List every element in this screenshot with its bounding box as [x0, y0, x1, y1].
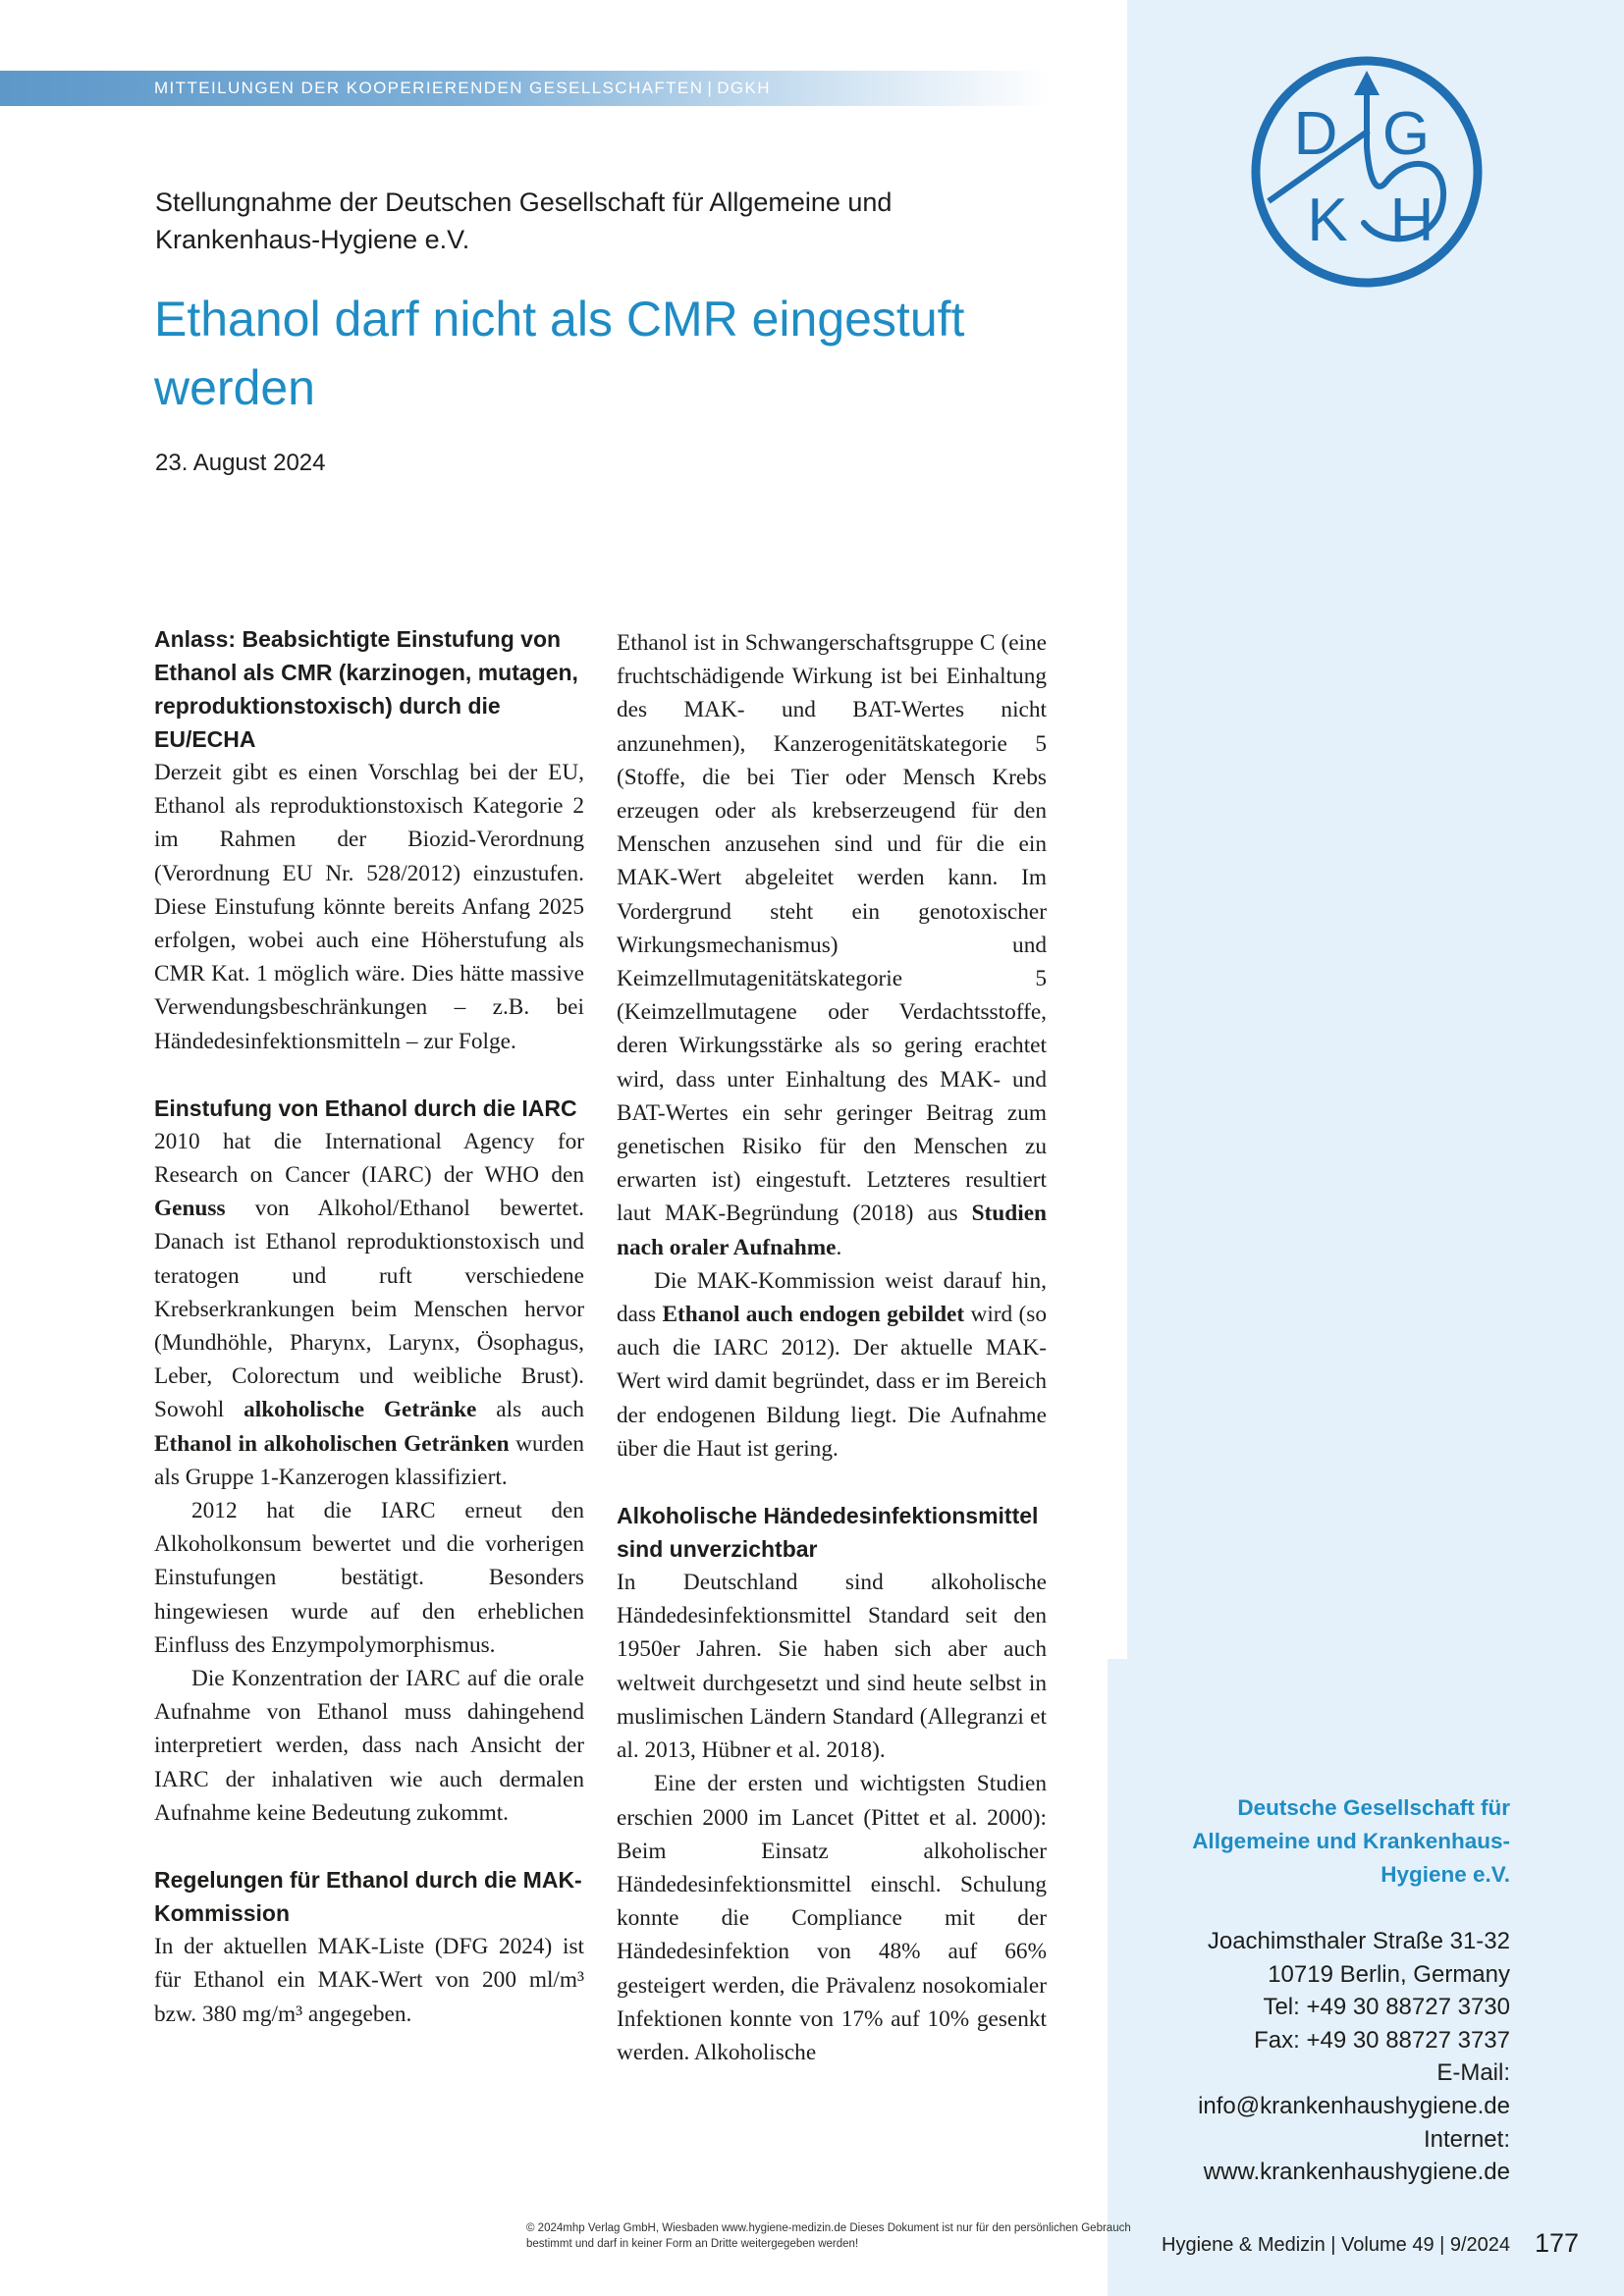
text-run: 2010 hat die International Agency for Research on Cancer (IARC) der WHO den	[154, 1128, 584, 1189]
article-title: Ethanol darf nicht als CMR eingestuft werden	[154, 292, 965, 415]
paragraph-endogen	[617, 1264, 1047, 1466]
heading-haendedesinfektion: Alkoholische Händedesinfektionsmittel sind unverzichtbar	[617, 1503, 1039, 1563]
article-pre-title: Stellungnahme der Deutschen Gesellschaft für Allgemeine und Krankenhaus-Hygiene e.V.	[155, 187, 893, 254]
emphasis-endogen: Ethanol auch endogen gebildet	[662, 1302, 965, 1328]
contact-organization: Deutsche Gesellschaft für Allgemeine und Krankenhaus-Hygiene e.V.	[1192, 1795, 1510, 1887]
page-number: 177	[1535, 2228, 1580, 2258]
logo-letter-k: K	[1307, 187, 1348, 254]
paragraph-lancet-studie: Eine der ersten und wichtigsten Studien erschien 2000 im Lancet (Pittet et al. 2000): Beim Einsatz alkoholischer Händedesinfektionsmittel einschl. Schulung konnte die Compliance mit der Händedesinfektion von 48% auf 66% gesteigert werden, die Prävalenz nosokomialer Infektionen konnte von 17% auf 10% gesenkt werden. Alkoholische	[617, 1771, 1047, 2065]
paragraph-vorschlag: Derzeit gibt es einen Vorschlag bei der EU, Ethanol als reproduktionstoxisch Kategorie 2 im Rahmen der Biozid-Verordnung (Verordnung EU Nr. 528/2012) einzustufen. Diese Einstufung könnte bereits Anfang 2025 erfolgen, wobei auch eine Höherstufung als CMR Kat. 1 möglich wäre. Dies hätte massive Verwendungsbeschränkungen – z.B. bei Händedesinfektionsmitteln – zur Folge.	[154, 760, 584, 1054]
contact-email[interactable]: info@krankenhaushygiene.de	[1198, 2092, 1510, 2119]
paragraph-schwangerschaftsgruppe	[617, 626, 1047, 1264]
text-run: Die MAK-Kommission weist darauf hin, dass	[617, 1267, 1047, 1328]
text-run: von Alkohol/Ethanol bewertet. Danach ist Ethanol reproduktionstoxisch und teratogen und ruft verschiedene Krebserkrankungen beim Menschen hervor (Mundhöhle, Pharynx, Larynx, Ösophagus, Leber, Colorectum und weibliche Brust). Sowohl	[154, 1196, 584, 1423]
society-abbreviation: DGKH	[717, 79, 771, 97]
section-header-text	[154, 71, 771, 106]
contact-street: Joachimsthaler Straße 31-32	[1207, 1928, 1510, 1954]
contact-web-label: Internet:	[1423, 2125, 1510, 2153]
paragraph-iarc-orale-aufnahme: Die Konzentration der IARC auf die orale Aufnahme von Ethanol muss dahingehend interpretiert werden, dass nach Ansicht der IARC der inhalativen wie auch dermalen Aufnahme keine Bedeutung zukommt.	[154, 1666, 584, 1826]
text-run: Ethanol ist in Schwangerschaftsgruppe C (eine fruchtschädigende Wirkung ist bei Einhaltung des MAK- und BAT-Wertes nicht anzunehmen), Kanzerogenitätskategorie 5 (Stoffe, die bei Tier oder Mensch Krebs erzeugen oder als krebserzeugend für den Menschen anzusehen sind und für die ein MAK-Wert abgeleitet werden kann. Im Vordergrund steht ein genotoxischer Wirkungsmechanismus) und Keimzellmutagenitätskategorie 5 (Keimzellmutagene oder Verdachtsstoffe, deren Wirkungsstärke als so gering erachtet wird, dass unter Einhaltung des MAK- und BAT-Wertes ein sehr geringer Beitrag zum genetischen Risiko für den Menschen zu erwarten ist) eingestuft. Letzteres resultiert laut MAK-Begründung (2018) aus	[617, 630, 1047, 1227]
text-run: wurden als Gruppe 1-Kanzerogen klassifiziert.	[154, 1430, 584, 1490]
emphasis-ethanol-getraenke: Ethanol in alkoholischen Getränken	[154, 1430, 510, 1457]
paragraph-iarc-2012: 2012 hat die IARC erneut den Alkoholkonsum bewertet und die vorherigen Einstufungen bestätigt. Besonders hingewiesen wurde auf den erheblichen Einfluss des Enzympolymorphismus.	[154, 1498, 584, 1658]
footer-journal-info: Hygiene & Medizin | Volume 49 | 9/2024	[1162, 2234, 1511, 2256]
spacer	[154, 1830, 584, 1863]
logo-letter-d: D	[1293, 100, 1338, 168]
heading-iarc: Einstufung von Ethanol durch die IARC	[154, 1095, 577, 1121]
contact-fax: Fax: +49 30 88727 3737	[1254, 2026, 1510, 2054]
heading-mak-kommission: Regelungen für Ethanol durch die MAK-Kommission	[154, 1867, 582, 1927]
section-name: MITTEILUNGEN DER KOOPERIERENDEN GESELLSCHAFTEN	[154, 79, 704, 97]
emphasis-getraenke: alkoholische Getränke	[244, 1397, 477, 1423]
contact-block	[1119, 1791, 1510, 2189]
text-column-left	[154, 622, 584, 2031]
contact-phone: Tel: +49 30 88727 3730	[1263, 1994, 1510, 2021]
contact-website[interactable]: www.krankenhaushygiene.de	[1203, 2159, 1510, 2186]
logo-letter-h: H	[1389, 187, 1435, 254]
dgkh-logo	[1249, 54, 1485, 290]
logo-arrowhead	[1354, 71, 1380, 95]
header-separator: |	[707, 79, 714, 97]
contact-email-label: E-Mail:	[1436, 2059, 1510, 2087]
spacer	[617, 1466, 1047, 1499]
emphasis-orale-aufnahme: Studien nach oraler Aufnahme	[617, 1201, 1047, 1260]
paragraph-mak-liste: In der aktuellen MAK-Liste (DFG 2024) ist für Ethanol ein MAK-Wert von 200 ml/m³ bzw. 380 mg/m³ angegeben.	[154, 1934, 584, 2027]
paragraph-deutschland-standard: In Deutschland sind alkoholische Händedesinfektionsmittel Standard seit den 1950er Jahren. Sie haben sich aber auch weltweit durchgesetzt und sind heute selbst in muslimischen Ländern Standard (Allegranzi et al. 2013, Hübner et al. 2018).	[617, 1570, 1047, 1764]
section-header-bar	[0, 71, 1051, 106]
heading-anlass: Anlass: Beabsichtigte Einstufung von Ethanol als CMR (karzinogen, mutagen, reproduktionstoxisch) durch die EU/ECHA	[154, 626, 578, 752]
text-run: als auch	[476, 1397, 584, 1423]
paragraph-iarc-2010	[154, 1125, 584, 1494]
spacer	[154, 1058, 584, 1092]
text-run: wird (so auch die IARC 2012). Der aktuelle MAK-Wert wird damit begründet, dass er im Bereich der endogenen Bildung liegt. Die Aufnahme über die Haut ist gering.	[617, 1302, 1048, 1462]
text-column-right	[617, 626, 1047, 2069]
text-run: .	[836, 1234, 842, 1260]
emphasis-genuss: Genuss	[154, 1196, 226, 1222]
footer-copyright: © 2024mhp Verlag GmbH, Wiesbaden www.hygiene-medizin.de Dieses Dokument ist nur für den persönlichen Gebrauch bestimmt und darf in keiner Form an Dritte weitergegeben werden!	[526, 2222, 1131, 2250]
logo-letter-g: G	[1381, 100, 1431, 168]
contact-city: 10719 Berlin, Germany	[1268, 1960, 1510, 1988]
article-date: 23. August 2024	[155, 450, 326, 476]
